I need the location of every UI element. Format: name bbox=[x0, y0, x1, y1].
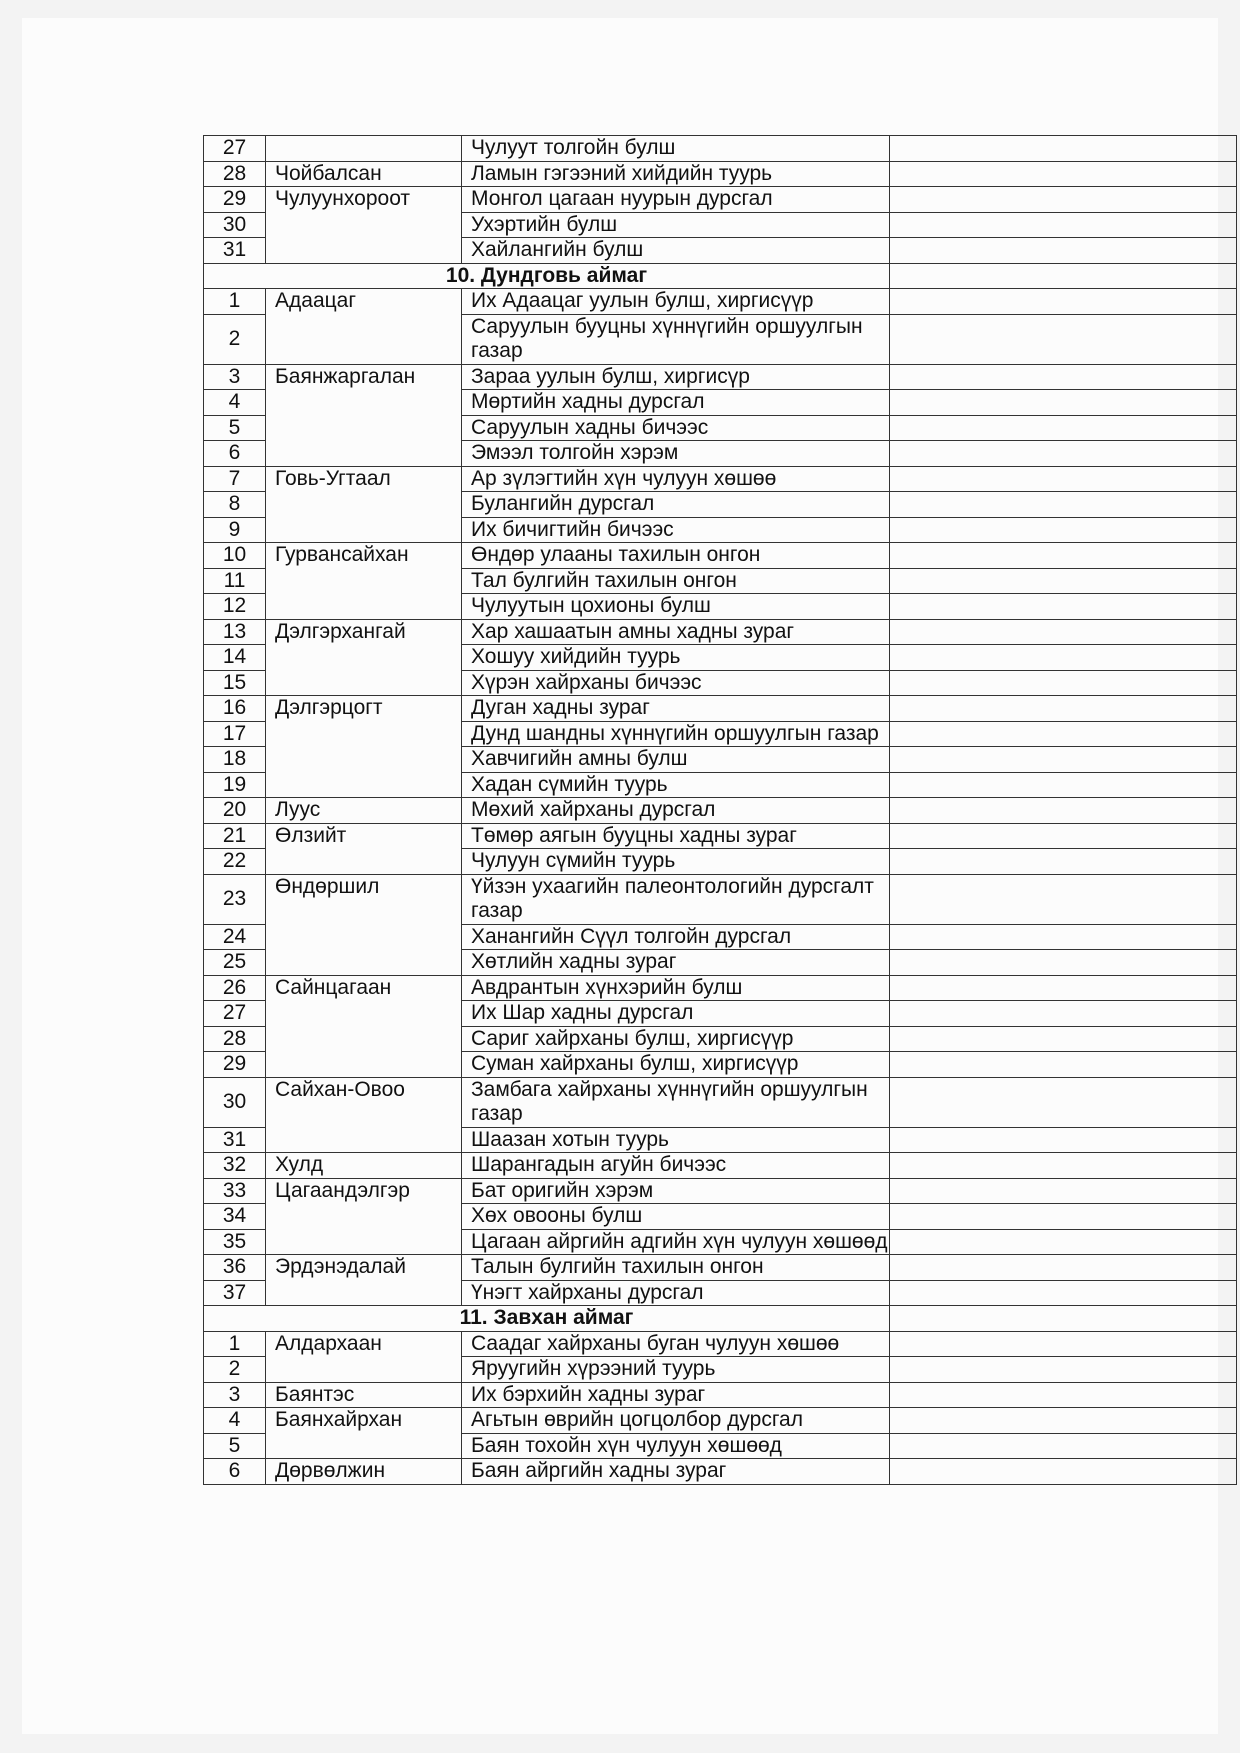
row-number: 1 bbox=[204, 289, 266, 315]
empty-cell bbox=[890, 670, 1237, 696]
row-number: 26 bbox=[204, 975, 266, 1001]
row-number: 37 bbox=[204, 1280, 266, 1306]
soum-name: Цагаандэлгэр bbox=[266, 1178, 462, 1255]
empty-cell bbox=[890, 721, 1237, 747]
empty-cell bbox=[890, 874, 1237, 924]
row-number: 13 bbox=[204, 619, 266, 645]
site-name: Өндөр улааны тахилын онгон bbox=[462, 543, 890, 569]
empty-cell bbox=[890, 1127, 1237, 1153]
site-name: Чулуун сүмийн туурь bbox=[462, 849, 890, 875]
row-number: 12 bbox=[204, 594, 266, 620]
site-name: Баян тохойн хүн чулуун хөшөөд bbox=[462, 1433, 890, 1459]
table-row bbox=[204, 1178, 1237, 1204]
site-name: Ламын гэгээний хийдийн туурь bbox=[462, 161, 890, 187]
empty-cell bbox=[890, 517, 1237, 543]
table-row bbox=[204, 136, 1237, 162]
row-number: 33 bbox=[204, 1178, 266, 1204]
row-number: 32 bbox=[204, 1153, 266, 1179]
document-page bbox=[22, 18, 1218, 1734]
row-number: 23 bbox=[204, 874, 266, 924]
section-header-row bbox=[204, 1306, 1237, 1332]
row-number: 28 bbox=[204, 1026, 266, 1052]
site-name: Дунд шандны хүннүгийн оршуулгын газар bbox=[462, 721, 890, 747]
empty-cell bbox=[890, 238, 1237, 264]
row-number: 6 bbox=[204, 441, 266, 467]
table-row bbox=[204, 975, 1237, 1001]
row-number: 28 bbox=[204, 161, 266, 187]
section-header-row bbox=[204, 263, 1237, 289]
empty-cell bbox=[890, 1382, 1237, 1408]
row-number: 20 bbox=[204, 798, 266, 824]
site-name: Хошуу хийдийн туурь bbox=[462, 645, 890, 671]
soum-name: Хулд bbox=[266, 1153, 462, 1179]
empty-cell bbox=[890, 924, 1237, 950]
row-number: 15 bbox=[204, 670, 266, 696]
table-row bbox=[204, 1408, 1237, 1434]
row-number: 35 bbox=[204, 1229, 266, 1255]
empty-cell bbox=[890, 1433, 1237, 1459]
row-number: 2 bbox=[204, 1357, 266, 1383]
section-title: 10. Дундговь аймаг bbox=[204, 263, 890, 289]
row-number: 24 bbox=[204, 924, 266, 950]
site-name: Чулуутын цохионы булш bbox=[462, 594, 890, 620]
row-number: 22 bbox=[204, 849, 266, 875]
site-name: Суман хайрханы булш, хиргисүүр bbox=[462, 1052, 890, 1078]
site-name: Хүрэн хайрханы бичээс bbox=[462, 670, 890, 696]
row-number: 16 bbox=[204, 696, 266, 722]
site-name: Хайлангийн булш bbox=[462, 238, 890, 264]
table-row bbox=[204, 696, 1237, 722]
empty-cell bbox=[890, 823, 1237, 849]
site-name: Саруулын хадны бичээс bbox=[462, 415, 890, 441]
row-number: 9 bbox=[204, 517, 266, 543]
table-row bbox=[204, 289, 1237, 315]
empty-cell bbox=[890, 466, 1237, 492]
empty-cell bbox=[890, 1306, 1237, 1332]
empty-cell bbox=[890, 1077, 1237, 1127]
site-name: Булангийн дурсгал bbox=[462, 492, 890, 518]
empty-cell bbox=[890, 1153, 1237, 1179]
site-name: Авдрантын хүнхэрийн булш bbox=[462, 975, 890, 1001]
site-name: Үйзэн ухаагийн палеонтологийн дурсгалт газар bbox=[462, 874, 890, 924]
site-name: Бат оригийн хэрэм bbox=[462, 1178, 890, 1204]
site-name: Дуган хадны зураг bbox=[462, 696, 890, 722]
site-name: Зараа уулын булш, хиргисүр bbox=[462, 364, 890, 390]
empty-cell bbox=[890, 798, 1237, 824]
site-name: Агьтын өврийн цогцолбор дурсгал bbox=[462, 1408, 890, 1434]
empty-cell bbox=[890, 187, 1237, 213]
empty-cell bbox=[890, 390, 1237, 416]
site-name: Мөртийн хадны дурсгал bbox=[462, 390, 890, 416]
section-title: 11. Завхан аймаг bbox=[204, 1306, 890, 1332]
soum-name: Адаацаг bbox=[266, 289, 462, 365]
soum-name: Гурвансайхан bbox=[266, 543, 462, 620]
row-number: 19 bbox=[204, 772, 266, 798]
soum-name: Өндөршил bbox=[266, 874, 462, 975]
soum-name: Дэлгэрхангай bbox=[266, 619, 462, 696]
empty-cell bbox=[890, 492, 1237, 518]
table-row bbox=[204, 543, 1237, 569]
table-row bbox=[204, 161, 1237, 187]
row-number: 29 bbox=[204, 1052, 266, 1078]
empty-cell bbox=[890, 645, 1237, 671]
site-name: Эмээл толгойн хэрэм bbox=[462, 441, 890, 467]
empty-cell bbox=[890, 594, 1237, 620]
soum-name: Дөрвөлжин bbox=[266, 1459, 462, 1485]
empty-cell bbox=[890, 1229, 1237, 1255]
soum-name: Баянжаргалан bbox=[266, 364, 462, 466]
row-number: 31 bbox=[204, 1127, 266, 1153]
row-number: 3 bbox=[204, 364, 266, 390]
site-name: Яруугийн хүрээний туурь bbox=[462, 1357, 890, 1383]
table-row bbox=[204, 823, 1237, 849]
site-name: Хар хашаатын амны хадны зураг bbox=[462, 619, 890, 645]
table-row bbox=[204, 1255, 1237, 1281]
table-row bbox=[204, 874, 1237, 924]
empty-cell bbox=[890, 364, 1237, 390]
empty-cell bbox=[890, 289, 1237, 315]
empty-cell bbox=[890, 975, 1237, 1001]
soum-name: Баянхайрхан bbox=[266, 1408, 462, 1459]
site-name: Их Шар хадны дурсгал bbox=[462, 1001, 890, 1027]
soum-name: Өлзийт bbox=[266, 823, 462, 874]
table-row bbox=[204, 1153, 1237, 1179]
row-number: 36 bbox=[204, 1255, 266, 1281]
row-number: 5 bbox=[204, 1433, 266, 1459]
row-number: 6 bbox=[204, 1459, 266, 1485]
soum-name: Алдархаан bbox=[266, 1331, 462, 1382]
empty-cell bbox=[890, 263, 1237, 289]
site-name: Саадаг хайрханы буган чулуун хөшөө bbox=[462, 1331, 890, 1357]
row-number: 27 bbox=[204, 1001, 266, 1027]
empty-cell bbox=[890, 772, 1237, 798]
site-name: Баян айргийн хадны зураг bbox=[462, 1459, 890, 1485]
empty-cell bbox=[890, 747, 1237, 773]
table-row bbox=[204, 1382, 1237, 1408]
row-number: 5 bbox=[204, 415, 266, 441]
row-number: 10 bbox=[204, 543, 266, 569]
empty-cell bbox=[890, 1459, 1237, 1485]
site-name: Үнэгт хайрханы дурсгал bbox=[462, 1280, 890, 1306]
site-name: Их Адаацаг уулын булш, хиргисүүр bbox=[462, 289, 890, 315]
site-name: Саруулын бууцны хүннүгийн оршуулгын газар bbox=[462, 314, 890, 364]
soum-name: Баянтэс bbox=[266, 1382, 462, 1408]
empty-cell bbox=[890, 568, 1237, 594]
site-name: Хөтлийн хадны зураг bbox=[462, 950, 890, 976]
empty-cell bbox=[890, 314, 1237, 364]
site-name: Хадан сүмийн туурь bbox=[462, 772, 890, 798]
site-name: Тал булгийн тахилын онгон bbox=[462, 568, 890, 594]
empty-cell bbox=[890, 441, 1237, 467]
empty-cell bbox=[890, 136, 1237, 162]
site-name: Сариг хайрханы булш, хиргисүүр bbox=[462, 1026, 890, 1052]
site-name: Хавчигийн амны булш bbox=[462, 747, 890, 773]
empty-cell bbox=[890, 696, 1237, 722]
row-number: 4 bbox=[204, 1408, 266, 1434]
soum-name: Сайнцагаан bbox=[266, 975, 462, 1077]
site-name: Монгол цагаан нуурын дурсгал bbox=[462, 187, 890, 213]
soum-name: Луус bbox=[266, 798, 462, 824]
row-number: 31 bbox=[204, 238, 266, 264]
table-row bbox=[204, 1459, 1237, 1485]
empty-cell bbox=[890, 1178, 1237, 1204]
soum-name: Чулуунхороот bbox=[266, 187, 462, 264]
site-name: Төмөр аягын бууцны хадны зураг bbox=[462, 823, 890, 849]
table-row bbox=[204, 798, 1237, 824]
row-number: 2 bbox=[204, 314, 266, 364]
row-number: 27 bbox=[204, 136, 266, 162]
row-number: 3 bbox=[204, 1382, 266, 1408]
table-row bbox=[204, 466, 1237, 492]
site-name: Их бэрхийн хадны зураг bbox=[462, 1382, 890, 1408]
soum-name bbox=[266, 136, 462, 162]
empty-cell bbox=[890, 1408, 1237, 1434]
row-number: 30 bbox=[204, 1077, 266, 1127]
empty-cell bbox=[890, 212, 1237, 238]
site-name: Талын булгийн тахилын онгон bbox=[462, 1255, 890, 1281]
empty-cell bbox=[890, 1280, 1237, 1306]
site-name: Мөхий хайрханы дурсгал bbox=[462, 798, 890, 824]
site-name: Хөх овооны булш bbox=[462, 1204, 890, 1230]
row-number: 18 bbox=[204, 747, 266, 773]
row-number: 21 bbox=[204, 823, 266, 849]
empty-cell bbox=[890, 543, 1237, 569]
row-number: 25 bbox=[204, 950, 266, 976]
row-number: 30 bbox=[204, 212, 266, 238]
soum-name: Эрдэнэдалай bbox=[266, 1255, 462, 1306]
row-number: 4 bbox=[204, 390, 266, 416]
site-name: Замбага хайрханы хүннүгийн оршуулгын газар bbox=[462, 1077, 890, 1127]
empty-cell bbox=[890, 619, 1237, 645]
site-name: Их бичигтийн бичээс bbox=[462, 517, 890, 543]
empty-cell bbox=[890, 1255, 1237, 1281]
site-name: Шаазан хотын туурь bbox=[462, 1127, 890, 1153]
site-name: Цагаан айргийн адгийн хүн чулуун хөшөөд bbox=[462, 1229, 890, 1255]
table-row bbox=[204, 619, 1237, 645]
table-row bbox=[204, 1077, 1237, 1127]
soum-name: Дэлгэрцогт bbox=[266, 696, 462, 798]
row-number: 1 bbox=[204, 1331, 266, 1357]
table-row bbox=[204, 364, 1237, 390]
site-name: Шарангадын агуйн бичээс bbox=[462, 1153, 890, 1179]
empty-cell bbox=[890, 415, 1237, 441]
site-name: Ухэртийн булш bbox=[462, 212, 890, 238]
site-name: Ар зүлэгтийн хүн чулуун хөшөө bbox=[462, 466, 890, 492]
row-number: 34 bbox=[204, 1204, 266, 1230]
site-name: Ханангийн Сүүл толгойн дурсгал bbox=[462, 924, 890, 950]
row-number: 17 bbox=[204, 721, 266, 747]
row-number: 29 bbox=[204, 187, 266, 213]
empty-cell bbox=[890, 950, 1237, 976]
empty-cell bbox=[890, 161, 1237, 187]
empty-cell bbox=[890, 849, 1237, 875]
row-number: 7 bbox=[204, 466, 266, 492]
site-name: Чулуут толгойн булш bbox=[462, 136, 890, 162]
heritage-sites-table bbox=[203, 135, 1237, 1485]
row-number: 11 bbox=[204, 568, 266, 594]
soum-name: Говь-Угтаал bbox=[266, 466, 462, 543]
empty-cell bbox=[890, 1052, 1237, 1078]
empty-cell bbox=[890, 1026, 1237, 1052]
table-row bbox=[204, 187, 1237, 213]
empty-cell bbox=[890, 1357, 1237, 1383]
soum-name: Чойбалсан bbox=[266, 161, 462, 187]
empty-cell bbox=[890, 1001, 1237, 1027]
table-row bbox=[204, 1331, 1237, 1357]
row-number: 14 bbox=[204, 645, 266, 671]
soum-name: Сайхан-Овоо bbox=[266, 1077, 462, 1153]
row-number: 8 bbox=[204, 492, 266, 518]
empty-cell bbox=[890, 1331, 1237, 1357]
empty-cell bbox=[890, 1204, 1237, 1230]
